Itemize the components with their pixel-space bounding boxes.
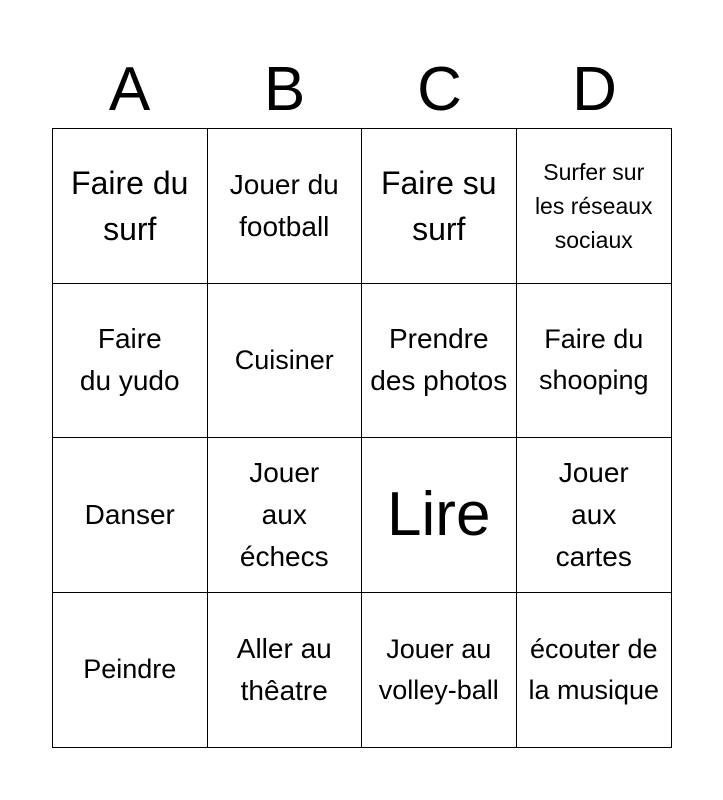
column-letter-c: C: [417, 55, 462, 124]
free-space-label: Lire: [387, 479, 491, 549]
bingo-cell[interactable]: [53, 129, 208, 284]
bingo-cell-label: Faire du yudo: [79, 323, 180, 397]
bingo-cell-label: Jouer aux cartes: [555, 456, 632, 572]
bingo-cell[interactable]: [362, 129, 517, 284]
bingo-cell[interactable]: [53, 593, 208, 748]
bingo-cell-label: Jouer au volley-ball: [378, 633, 499, 705]
bingo-cell-label: Faire du shooping: [538, 324, 649, 396]
bingo-cell[interactable]: [208, 129, 363, 284]
bingo-cell[interactable]: [517, 438, 672, 593]
bingo-cell[interactable]: [53, 438, 208, 593]
bingo-board: [52, 128, 672, 748]
bingo-cell[interactable]: [517, 284, 672, 439]
bingo-cell-label: Surfer sur les réseaux sociaux: [534, 158, 653, 253]
bingo-cell-label: Danser: [84, 498, 175, 530]
column-letter-a: A: [108, 55, 151, 124]
bingo-cell-label: Faire su surf: [380, 164, 497, 247]
bingo-cell[interactable]: [208, 593, 363, 748]
bingo-cell[interactable]: [208, 284, 363, 439]
column-letter-d: D: [572, 55, 617, 124]
bingo-cell-label: Jouer aux échecs: [239, 456, 329, 572]
bingo-cell[interactable]: [517, 129, 672, 284]
bingo-cell[interactable]: [208, 438, 363, 593]
bingo-cell[interactable]: [362, 284, 517, 439]
bingo-cell-label: Cuisiner: [234, 344, 334, 375]
bingo-cell-label: écouter de la musique: [528, 633, 660, 705]
bingo-cell[interactable]: [53, 284, 208, 439]
column-letter-b: B: [263, 55, 306, 124]
bingo-cell-label: Jouer du football: [229, 168, 339, 242]
bingo-header: [52, 52, 672, 128]
free-space-cell[interactable]: [362, 438, 517, 593]
bingo-cell-label: Prendre des photos: [370, 323, 508, 397]
bingo-cell-label: Peindre: [83, 654, 177, 685]
bingo-cell-label: Aller au thêatre: [236, 632, 332, 706]
bingo-cell-label: Faire du surf: [71, 164, 189, 247]
bingo-cell[interactable]: [362, 593, 517, 748]
bingo-cell[interactable]: [517, 593, 672, 748]
